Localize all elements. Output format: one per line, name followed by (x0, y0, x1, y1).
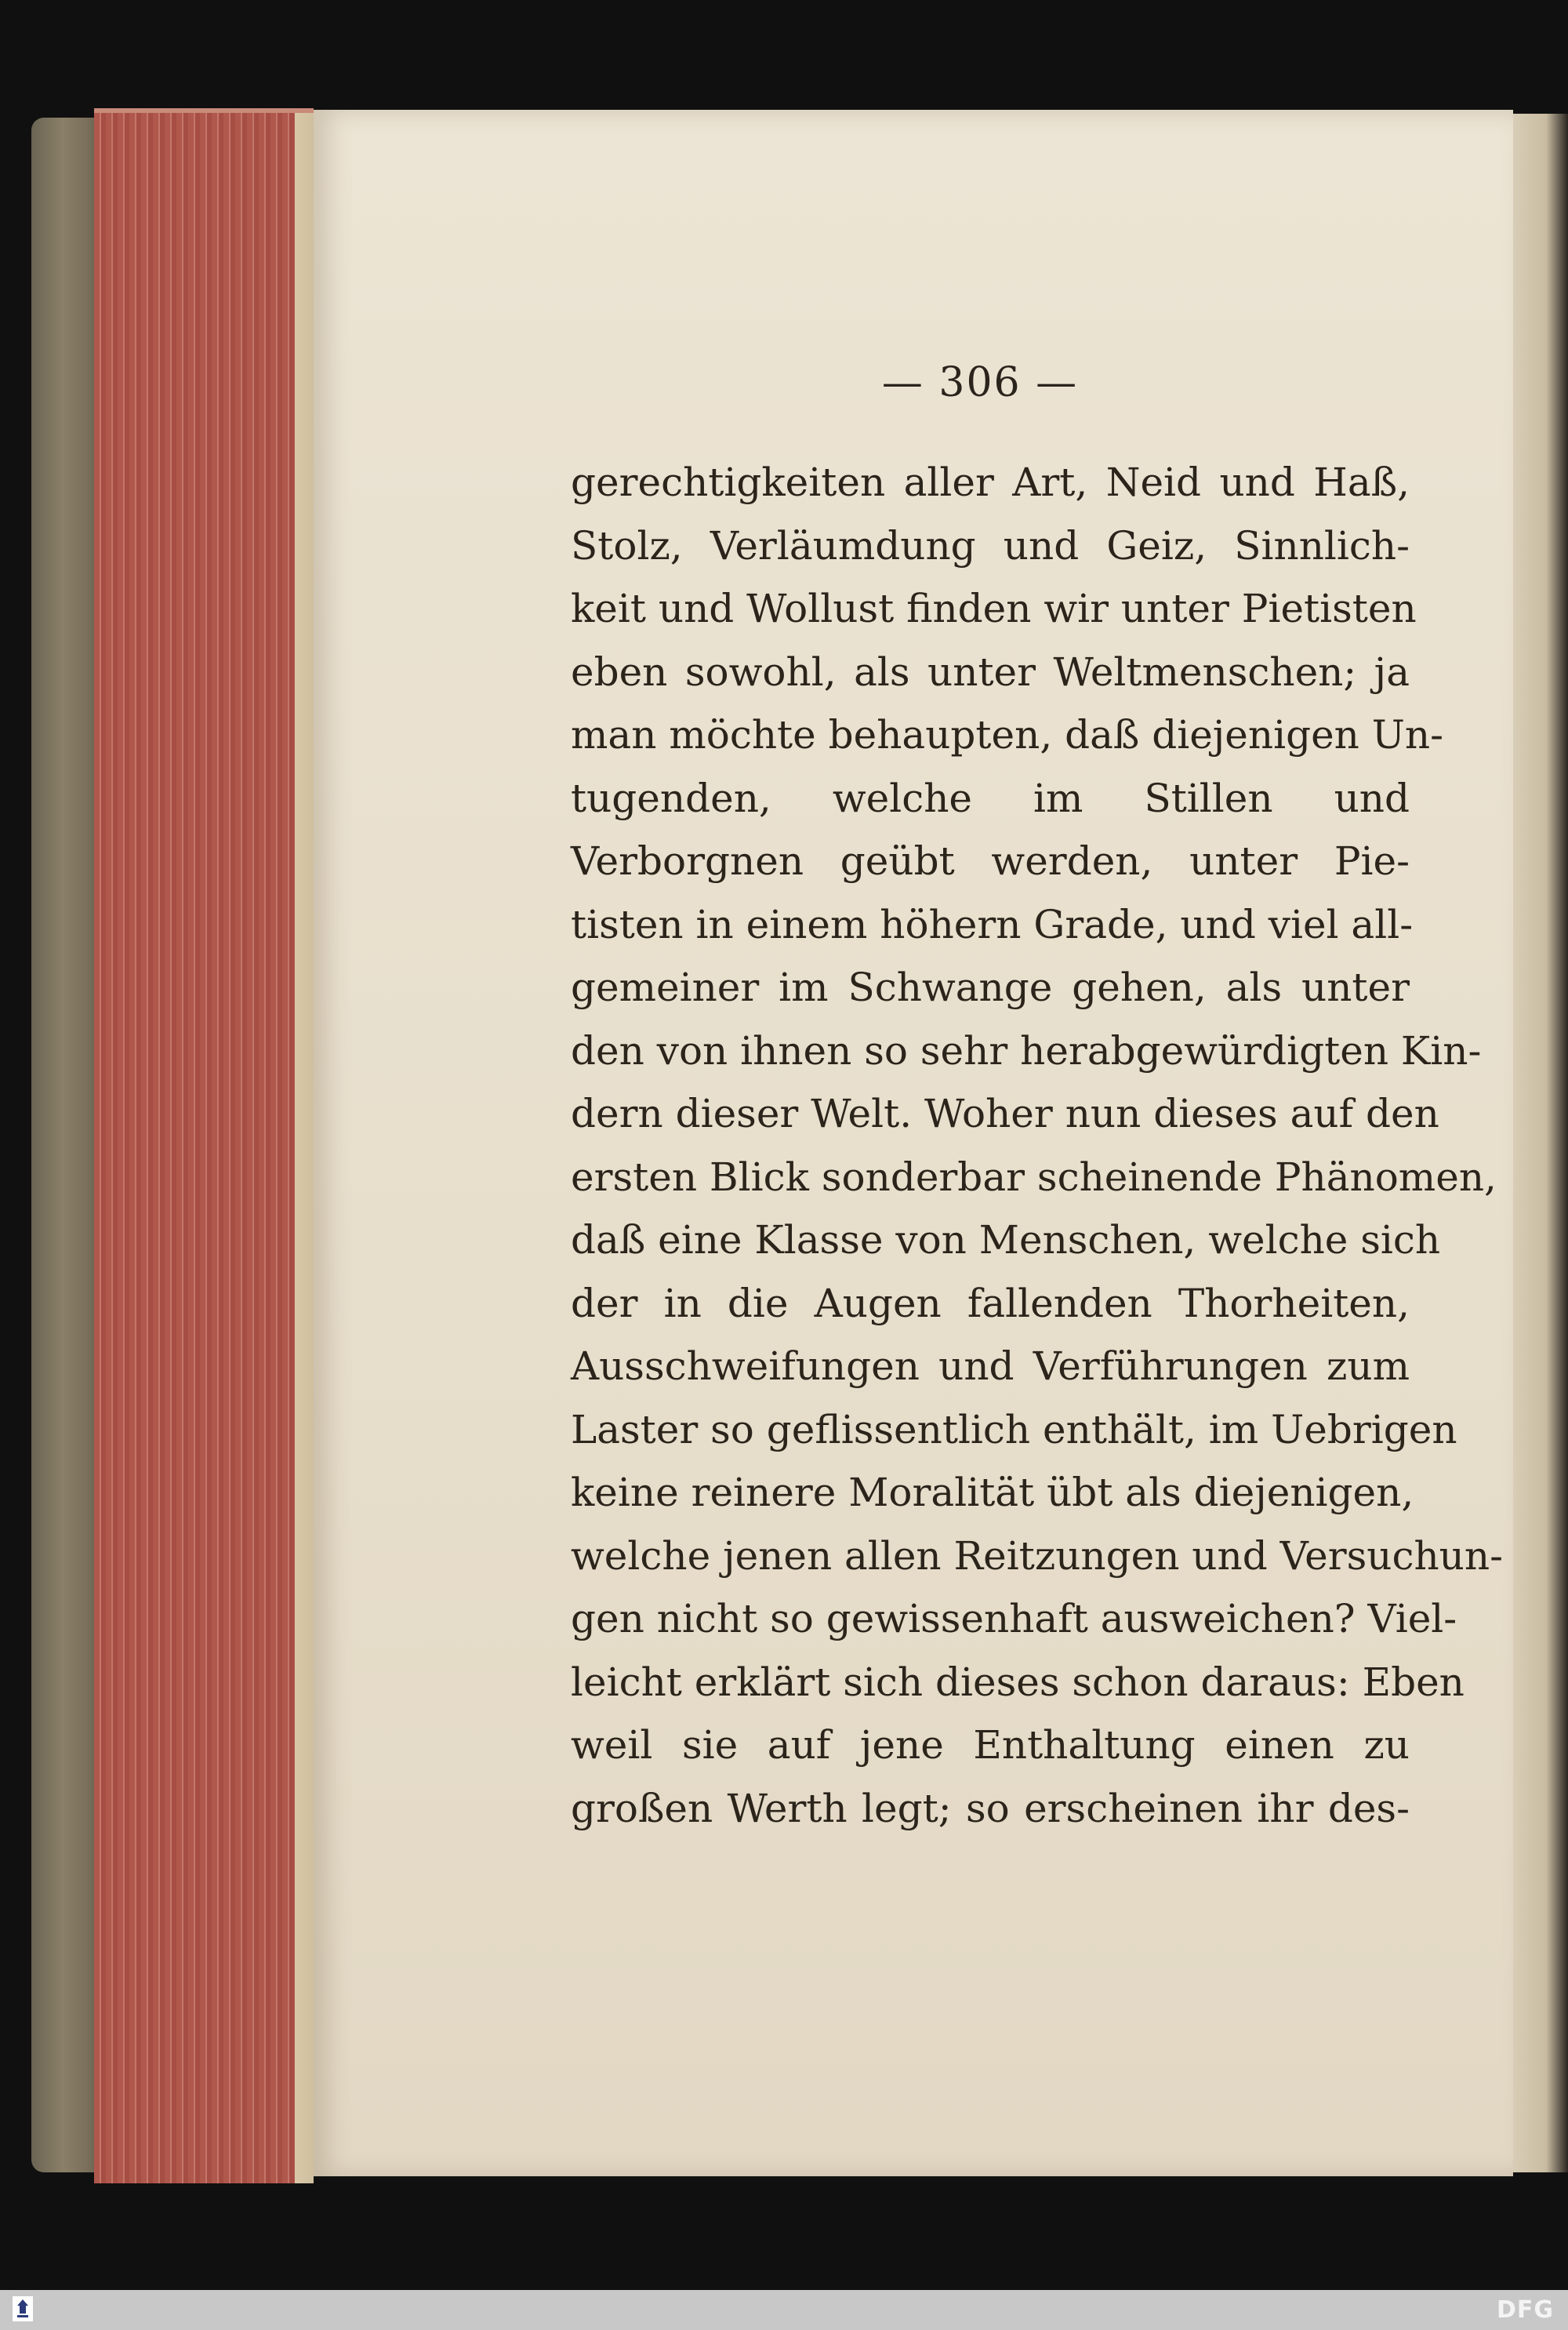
text-line: daß eine Klasse von Menschen, welche sich (571, 1217, 1441, 1263)
facing-page-edge (1513, 114, 1568, 2172)
text-line: großen Werth legt; so erscheinen ihr des- (571, 1785, 1410, 1831)
text-line: Laster so geflissentlich enthält, im Uebrigen (571, 1406, 1457, 1452)
text-line: keine reinere Moralität übt als diejenigen, (571, 1470, 1414, 1515)
text-line: keit und Wollust finden wir unter Pietisten (571, 586, 1417, 631)
text-line: gen nicht so gewissenhaft ausweichen? Viel- (571, 1596, 1457, 1641)
text-line: weil sie auf jene Enthaltung einen zu (571, 1722, 1410, 1768)
text-line: den von ihnen so sehr herabgewürdigten Kin- (571, 1027, 1482, 1074)
page-text (571, 451, 1503, 1840)
text-line: Verborgnen geübt werden, unter Pie- (571, 838, 1410, 884)
text-line: leicht erklärt sich dieses schon daraus: Eben (571, 1659, 1465, 1705)
text-line: man möchte behaupten, daß diejenigen Un- (571, 712, 1444, 758)
text-line: gemeiner im Schwange gehen, als unter (571, 965, 1410, 1010)
text-line: dern dieser Welt. Woher nun dieses auf den (571, 1091, 1439, 1136)
text-line: ersten Blick sonderbar scheinende Phänomen, (571, 1154, 1497, 1200)
text-line: tisten in einem höhern Grade, und viel all- (571, 901, 1414, 947)
library-logo-icon (13, 2296, 33, 2321)
text-line: Stolz, Verläumdung und Geiz, Sinnlich- (571, 522, 1410, 569)
dfg-brand: DFG (1496, 2296, 1554, 2324)
text-line: gerechtigkeiten aller Art, Neid und Haß, (571, 460, 1410, 505)
page-edges (94, 108, 314, 2183)
page-number: — 306 — (881, 359, 1079, 406)
viewer-footer (0, 2290, 1568, 2330)
text-line: Ausschweifungen und Verführungen zum (571, 1343, 1410, 1389)
text-line: welche jenen allen Reitzungen und Versuchun- (571, 1532, 1503, 1579)
text-line: tugenden, welche im Stillen und (571, 775, 1410, 821)
text-line: eben sowohl, als unter Weltmenschen; ja (571, 649, 1410, 695)
text-line: der in die Augen fallenden Thorheiten, (571, 1280, 1410, 1326)
